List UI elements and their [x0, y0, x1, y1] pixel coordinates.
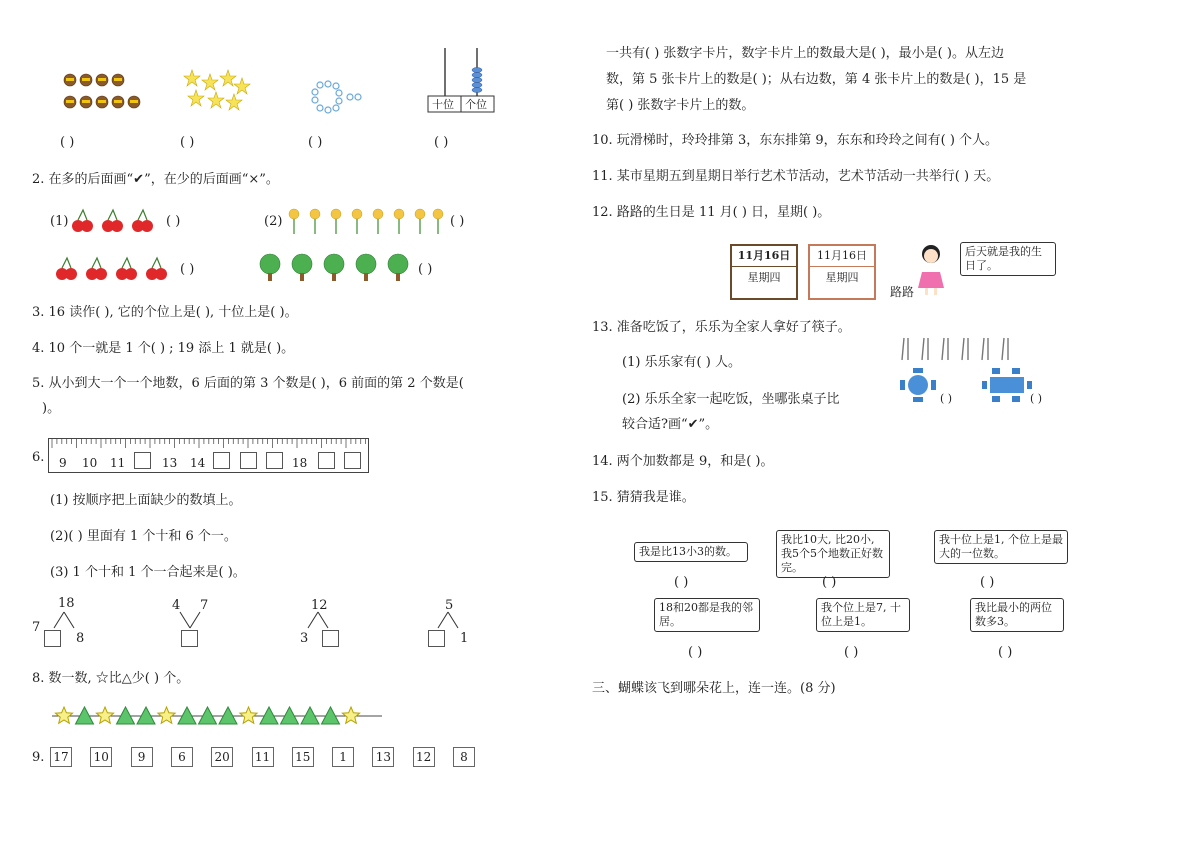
guess-blank-3[interactable]: ( ) [980, 575, 995, 590]
ruler-number-11: 11 [110, 456, 126, 470]
cherries-row-1-image [70, 208, 162, 234]
q10-text: 10. 玩滑梯时，玲玲排第 3，东东排第 9，东东和玲玲之间有( ) 个人。 [592, 133, 999, 148]
q9-continued-line3: 第( ) 张数字卡片上的数。 [606, 98, 755, 113]
tree3-left: 3 [300, 631, 309, 646]
ruler-number-13: 13 [162, 456, 178, 470]
calendar-1 [730, 244, 798, 300]
abacus-label-ones: 个位 [465, 98, 487, 111]
ruler-number-14: 14 [190, 456, 206, 470]
ruler-blank-19[interactable] [318, 452, 335, 469]
tree4-top: 5 [445, 598, 454, 613]
star-shape [240, 707, 257, 723]
q6-number: 6. [32, 450, 45, 465]
ruler-number-18: 18 [292, 456, 308, 470]
star-shape [158, 707, 175, 723]
q5-text-line1: 5. 从小到大一个一个地数，6 后面的第 3 个数是( )，6 前面的第 2 个数是( [32, 376, 464, 391]
girl-name-label: 路路 [890, 285, 915, 299]
tree2-left: 4 [172, 598, 181, 613]
number-card: 6 [171, 747, 193, 767]
star-group-image [182, 68, 254, 114]
calendar-2 [808, 244, 876, 300]
round-table-blank[interactable]: ( ) [940, 392, 953, 405]
number-card: 12 [413, 747, 435, 767]
ruler-blank-20[interactable] [344, 452, 361, 469]
q1-blank-1[interactable]: ( ) [60, 135, 75, 150]
q13-sub2-line2: 较合适?画“✔”。 [622, 417, 719, 432]
q3-text: 3. 16 读作( ), 它的个位上是( ), 十位上是( )。 [32, 305, 298, 320]
q2-p2-blank-1[interactable]: ( ) [450, 214, 465, 229]
q1-blank-3[interactable]: ( ) [308, 135, 323, 150]
number-card: 13 [372, 747, 394, 767]
ruler-blank-15[interactable] [213, 452, 230, 469]
guess-bubble-2: 我比10大, 比20小, 我5个5个地数正好数完。 [776, 530, 890, 578]
number-card: 9 [131, 747, 153, 767]
calendar-2-weekday: 星期四 [825, 271, 859, 284]
number-card: 11 [252, 747, 274, 767]
q14-text: 14. 两个加数都是 9，和是( )。 [592, 454, 774, 469]
q4-text: 4. 10 个一就是 1 个( ) ; 19 添上 1 就是( )。 [32, 341, 295, 356]
calendar-1-date: 11月16日 [732, 246, 796, 267]
q2-title: 2. 在多的后面画“✔”，在少的后面画“×”。 [32, 172, 279, 187]
guess-bubble-1: 我是比13小3的数。 [634, 542, 748, 562]
bee-group-image [62, 72, 152, 114]
number-card: 1 [332, 747, 354, 767]
abacus-label-tens: 十位 [432, 98, 454, 111]
q7-number: 7 [32, 620, 41, 635]
guess-blank-1[interactable]: ( ) [674, 575, 689, 590]
stars-triangles-row-image [52, 704, 384, 728]
ruler-blank-12[interactable] [134, 452, 151, 469]
circle-group-image [310, 80, 365, 116]
number-card: 8 [453, 747, 475, 767]
tree1-right: 8 [76, 631, 85, 646]
q11-text: 11. 某市星期五到星期日举行艺术节活动，艺术节活动一共举行( ) 天。 [592, 169, 1000, 184]
q2-p2-blank-2[interactable]: ( ) [418, 262, 433, 277]
tree1-blank[interactable] [44, 630, 61, 647]
tree4-right: 1 [460, 631, 469, 646]
q6-sub2: (2)( ) 里面有 1 个十和 6 个一。 [50, 529, 237, 544]
guess-bubble-4: 18和20都是我的邻居。 [654, 598, 760, 632]
calendar-2-date: 11月16日 [810, 246, 874, 267]
number-card: 17 [50, 747, 72, 767]
q9-number: 9. [32, 750, 45, 765]
number-card: 20 [211, 747, 233, 767]
q2-p1-blank-1[interactable]: ( ) [166, 214, 181, 229]
tree3-blank[interactable] [322, 630, 339, 647]
guess-bubble-3: 我十位上是1, 个位上是最大的一位数。 [934, 530, 1068, 564]
guess-blank-2[interactable]: ( ) [822, 575, 837, 590]
guess-bubble-5: 我个位上是7, 十位上是1。 [816, 598, 910, 632]
q12-text: 12. 路路的生日是 11 月( ) 日，星期( )。 [592, 205, 831, 220]
tree3-top: 12 [311, 598, 328, 613]
flowers-row-image [286, 206, 446, 236]
q6-sub3: (3) 1 个十和 1 个一合起来是( )。 [50, 565, 246, 580]
trees-row-image [258, 254, 414, 282]
q13-text: 13. 准备吃饭了，乐乐为全家人拿好了筷子。 [592, 320, 851, 335]
q13-sub1: (1) 乐乐家有( ) 人。 [622, 355, 741, 370]
star-shape [342, 707, 359, 723]
tree2-blank[interactable] [181, 630, 198, 647]
guess-blank-4[interactable]: ( ) [688, 645, 703, 660]
q8-text: 8. 数一数, ☆比△少( ) 个。 [32, 671, 190, 686]
guess-bubble-6: 我比最小的两位数多3。 [970, 598, 1064, 632]
q5-text-line2: )。 [42, 401, 61, 416]
star-shape [96, 707, 113, 723]
number-card: 15 [292, 747, 314, 767]
q6-sub1: (1) 按顺序把上面缺少的数填上。 [50, 493, 242, 508]
section-3-title: 三、蝴蝶该飞到哪朵花上，连一连。(8 分) [592, 681, 836, 696]
tree2-right: 7 [200, 598, 209, 613]
ruler-number-10: 10 [82, 456, 98, 470]
q15-text: 15. 猜猜我是谁。 [592, 490, 695, 505]
ruler-blank-16[interactable] [240, 452, 257, 469]
q2-p1-label: (1) [50, 214, 69, 229]
ruler-number-9: 9 [59, 456, 67, 470]
speech-bubble-lulu: 后天就是我的生日了。 [960, 242, 1056, 276]
girl-lulu-image [916, 244, 946, 296]
rectangle-table-image [982, 368, 1034, 402]
cherries-row-2-image [54, 256, 174, 282]
tree4-blank[interactable] [428, 630, 445, 647]
ruler-blank-17[interactable] [266, 452, 283, 469]
q2-p2-label: (2) [264, 214, 283, 229]
rectangle-table-blank[interactable]: ( ) [1030, 392, 1043, 405]
q13-sub2-line1: (2) 乐乐全家一起吃饭，坐哪张桌子比 [622, 392, 840, 407]
chopsticks-image [900, 336, 1020, 362]
q9-continued-line1: 一共有( ) 张数字卡片，数字卡片上的数最大是( )，最小是( )。从左边 [606, 46, 1004, 61]
q1-blank-4[interactable]: ( ) [434, 135, 449, 150]
round-table-image [900, 368, 940, 402]
star-shape [55, 707, 72, 723]
q1-blank-2[interactable]: ( ) [180, 135, 195, 150]
number-card: 10 [90, 747, 112, 767]
guess-blank-6[interactable]: ( ) [998, 645, 1013, 660]
tree1-top: 18 [58, 596, 75, 611]
guess-blank-5[interactable]: ( ) [844, 645, 859, 660]
calendar-1-weekday: 星期四 [747, 271, 781, 284]
q2-p1-blank-2[interactable]: ( ) [180, 262, 195, 277]
q9-continued-line2: 数，第 5 张卡片上的数是( )；从右边数，第 4 张卡片上的数是( )，15 是 [606, 72, 1027, 87]
